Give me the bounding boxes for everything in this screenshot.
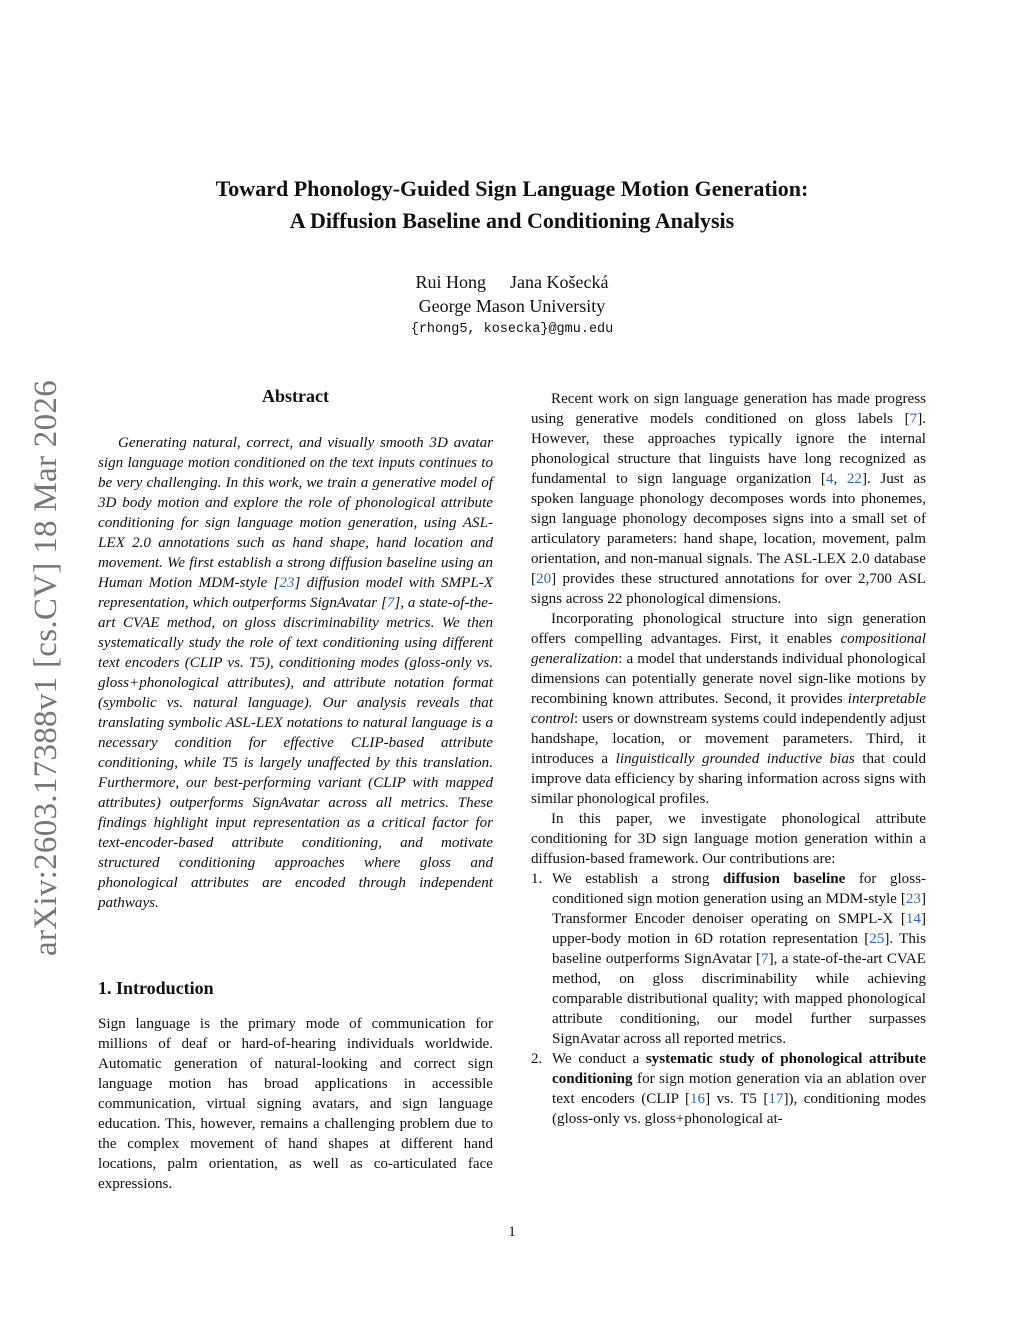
page-number: 1 [508, 1224, 516, 1240]
body-paragraph: In this paper, we investigate phonological attribute conditioning for 3D sign language motion generation within a diffusion-based framework. Our contributions are: [531, 811, 926, 867]
contributions-list [531, 869, 926, 1129]
title-line-1: Toward Phonology-Guided Sign Language Motion Generation: [215, 176, 809, 201]
introduction-body [98, 1014, 493, 1194]
author-list [0, 270, 1024, 294]
intro-paragraph: Sign language is the primary mode of communication for millions of deaf or hard-of-hearing individuals worldwide. Automatic generation of natural-looking and correct sign language motion has broad applications in accessible communication, virtual signing avatars, and sign language education. This, however, remains a challenging problem due to the complex movement of hand shapes at different hand locations, palm orientation, as well as co-articulated face expressions. [98, 1016, 493, 1192]
citation-link[interactable]: 20 [536, 571, 552, 587]
author-email[interactable]: {rhong5, kosecka}@gmu.edu [410, 322, 614, 337]
citation-link[interactable]: 23 [279, 575, 295, 591]
citation-link[interactable]: 4 [825, 471, 834, 487]
abstract-body [98, 433, 493, 913]
section-heading-introduction: 1. Introduction [98, 978, 214, 998]
citation-link[interactable]: 25 [869, 931, 885, 947]
contribution-item: 1. We establish a strong diffusion baseline for gloss-conditioned sign motion generation using an MDM-style [23] Transformer Encoder denoiser operating on SMPL-X [14] upper-body motion in 6D rotation representation [25]. This baseline outperforms SignAvatar [7], a state-of-the-art CVAE method, on gloss discriminability while achieving comparable distributional quality; with mapped phonological attribute conditioning, our model further surpasses SignAvatar across all reported metrics. [531, 871, 926, 1047]
paper-title [0, 174, 1024, 236]
citation-link[interactable]: 7 [386, 595, 395, 611]
citation-link[interactable]: 22 [846, 471, 862, 487]
author-name: Jana Košecká [510, 272, 609, 292]
citation-link[interactable]: 7 [761, 951, 769, 967]
citation-link[interactable]: 17 [768, 1091, 784, 1107]
right-column [531, 389, 926, 1129]
abstract-paragraph: Generating natural, correct, and visually smooth 3D avatar sign language motion conditioned on the text inputs continues to be very challenging. In this work, we train a generative model of 3D body motion and explore the role of phonological attribute conditioning for sign language motion generation, using ASL-LEX 2.0 annotations such as hand shape, hand location and movement. We first establish a strong diffusion baseline using an Human Motion MDM-style [23] diffusion model with SMPL-X representation, which outperforms SignAvatar [7], a state-of-the-art CVAE method, on gloss discriminability metrics. We then systematically study the role of text conditioning using different text encoders (CLIP vs. T5), conditioning modes (gloss-only vs. gloss+phonological attributes), and attribute notation format (symbolic vs. natural language). Our analysis reveals that translating symbolic ASL-LEX notations to natural language is a necessary condition for effective CLIP-based attribute conditioning, while T5 is largely unaffected by this translation. Furthermore, our best-performing variant (CLIP with mapped attributes) outperforms SignAvatar across all metrics. These findings highlight input representation as a critical factor for text-encoder-based attribute conditioning, and motivate structured conditioning approaches where gloss and phonological attributes are encoded through independent pathways. [98, 435, 494, 911]
affiliation: George Mason University [418, 296, 606, 316]
arxiv-identifier-stamp: arXiv:2603.17388v1 [cs.CV] 18 Mar 2026 [28, 380, 64, 956]
abstract-heading: Abstract [262, 386, 329, 406]
contribution-item: 2. We conduct a systematic study of phonological attribute conditioning for sign motion generation via an ablation over text encoders (CLIP [16] vs. T5 [17]), conditioning modes (gloss-only vs. gloss+phonological at- [531, 1051, 926, 1127]
body-paragraph: Recent work on sign language generation has made progress using generative models conditioned on gloss labels [7]. However, these approaches typically ignore the internal phonological structure that linguists have long recognized as fundamental to sign language organization [4, 22]. Just as spoken language phonology decomposes words into phonemes, sign language phonology decomposes signs into a small set of articulatory parameters: hand shape, location, movement, palm orientation, and non-manual signals. The ASL-LEX 2.0 database [20] provides these structured annotations for over 2,700 ASL signs across 22 phonological dimensions. [531, 391, 926, 607]
citation-link[interactable]: 23 [905, 891, 921, 907]
body-paragraph: Incorporating phonological structure into sign generation offers compelling advantages. First, it enables compositional generalization: a model that understands individual phonological dimensions can potentially generate novel sign-like motions by recombining known attributes. Second, it provides interpretable control: users or downstream systems could independently adjust handshape, location, or movement parameters. Third, it introduces a linguistically grounded inductive bias that could improve data efficiency by sharing information across signs with similar phonological profiles. [531, 611, 926, 807]
citation-link[interactable]: 16 [690, 1091, 706, 1107]
title-line-2: A Diffusion Baseline and Conditioning Analysis [289, 208, 735, 233]
citation-link[interactable]: 14 [905, 911, 921, 927]
citation-link[interactable]: 7 [909, 411, 918, 427]
author-name: Rui Hong [415, 272, 487, 292]
